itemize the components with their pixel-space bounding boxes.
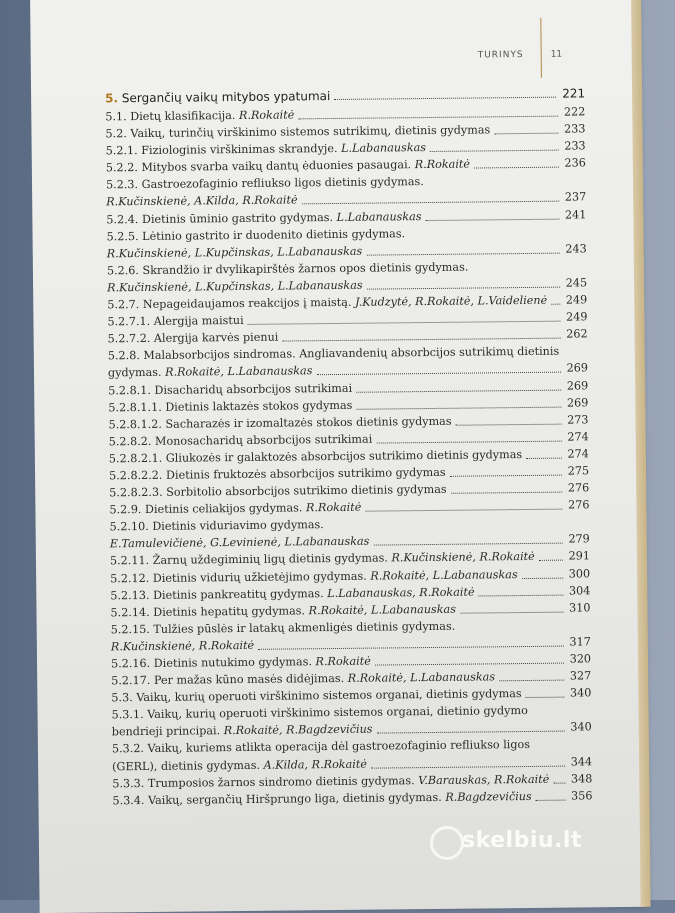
book-page	[30, 0, 645, 913]
toc-entry-authors: J.Kudzytė, R.Rokaitė, L.Vaidelienė	[355, 294, 547, 309]
leader-dots	[334, 97, 556, 100]
toc-entry-page: 249	[566, 291, 588, 308]
toc-entry-page: 262	[566, 326, 588, 343]
toc-entry-title: 5.2.2. Mitybos svarba vaikų dantų ėduonies pasaugai.	[106, 158, 415, 174]
leader-dots	[258, 646, 563, 650]
toc-entry-title: 5.1. Dietų klasifikacija.	[105, 109, 239, 123]
toc-entry-authors: R.Kučinskienė, L.Kupčinskas, L.Labanauskas	[107, 244, 363, 260]
leader-dots	[248, 321, 560, 325]
toc-entry-title: 5.2.8. Malabsorbcijos sindromas. Angliavandenių absorbcijos sutrikimų dietinis	[108, 345, 559, 363]
toc-entry-title: 5.2.6. Skrandžio ir dvylikapirštės žarnos opos dietinis gydymas.	[107, 260, 469, 277]
toc-entry-authors: R.Rokaitė	[306, 501, 361, 515]
toc-entry-page: 269	[567, 394, 589, 411]
leader-dots	[283, 338, 561, 342]
toc-entry-authors: R.Kučinskienė, A.Kilda, R.Rokaitė	[106, 194, 298, 209]
toc-entry-authors: R.Rokaitė	[239, 108, 294, 122]
toc-entry-authors: L.Labanauskas, R.Rokaitė	[327, 585, 474, 600]
toc-entry-title: bendrieji principai.	[112, 725, 224, 739]
toc-entry-title: 5.2.8.2.2. Dietinis fruktozės absorbcijos sutrikimo gydymas	[109, 466, 446, 483]
chapter-number: 5.	[105, 91, 118, 105]
toc-entry-title: 5.2.8.2.1. Gliukozės ir galaktozės absorbcijos sutrikimo dietinis gydymas	[109, 448, 522, 465]
toc-entry	[112, 787, 592, 809]
toc-entry-title: 5.2.8.2. Monosacharidų absorbcijos sutrikimai	[109, 432, 373, 448]
toc-entry-page: 273	[567, 411, 589, 428]
leader-dots	[377, 731, 565, 734]
leader-dots	[451, 492, 562, 494]
leader-dots	[371, 765, 565, 768]
toc-entry-authors: R.Rokaitė, R.Bagdzevičius	[224, 723, 373, 738]
toc-entry-authors: R.Rokaitė, L.Labanauskas	[370, 568, 517, 583]
toc-entry-authors: R.Kučinskienė, R.Rokaitė	[111, 639, 254, 653]
toc-entry-title: 5.2.12. Dietinis vidurių užkietėjimo gydymas.	[110, 569, 370, 585]
toc-entry-title: 5.2.7. Nepageidaujamos reakcijos į maistą.	[107, 296, 355, 312]
running-header-page-number: 11	[551, 50, 563, 60]
toc-entry-page: 291	[568, 548, 590, 565]
toc-entry-page: 222	[564, 103, 586, 120]
leader-dots	[450, 475, 562, 477]
leader-dots	[479, 594, 563, 596]
toc-entry-page: 317	[569, 633, 591, 650]
toc-entry-title: 5.2.9. Dietinis celiakijos gydymas.	[109, 501, 306, 516]
toc-entry-page: 340	[570, 685, 592, 702]
leader-dots	[302, 201, 559, 205]
chapter-title: Sergančių vaikų mitybos ypatumai	[122, 89, 331, 105]
toc-entry-page: 274	[567, 445, 589, 462]
toc-entry-page: 276	[568, 496, 590, 513]
toc-entry-title: (GERL), dietinis gydymas.	[112, 758, 264, 773]
toc-entry-page: 233	[564, 120, 586, 137]
toc-entry-page: 249	[566, 308, 588, 325]
toc-entry-page: 245	[566, 274, 588, 291]
toc-entry-authors: E.Tamulevičienė, G.Levinienė, L.Labanauskas	[110, 535, 370, 551]
toc-entry-authors: R.Bagdzevičius	[445, 790, 532, 804]
leader-dots	[551, 304, 560, 305]
leader-dots	[426, 218, 559, 220]
toc-entry-title: 5.2. Vaikų, turinčių virškinimo sistemos sutrikimų, dietinis gydymas	[105, 123, 490, 140]
chapter-page: 221	[562, 84, 585, 103]
toc-entry-title: 5.2.10. Dietinis viduriavimo gydymas.	[110, 518, 324, 533]
toc-entry-authors: R.Rokaitė, L.Labanauskas	[348, 670, 495, 685]
toc-entry-page: 348	[571, 770, 593, 787]
toc-entry-page: 236	[564, 155, 586, 172]
toc-entry-title: 5.3.1. Vaikų, kurių operuoti virškinimo sistemos organai, dietinio gydymo	[112, 704, 528, 721]
toc-entry-page: 276	[568, 479, 590, 496]
leader-dots	[366, 252, 559, 255]
toc-entry-title: 5.2.7.2. Alergija karvės pienui	[108, 331, 279, 346]
toc-entry-title: 5.2.7.1. Alergija maistui	[107, 314, 243, 328]
leader-dots	[375, 663, 564, 666]
toc-entry-title: 5.2.4. Dietinis ūminio gastrito gydymas.	[106, 211, 336, 226]
toc-entry-title: 5.2.14. Dietinis hepatitų gydymas.	[110, 604, 308, 619]
toc-entry-authors: L.Labanauskas	[341, 141, 426, 155]
toc-entry-page: 344	[571, 753, 593, 770]
toc-entry-page: 269	[567, 360, 589, 377]
leader-dots	[456, 423, 561, 425]
toc-entry-title: gydymas.	[108, 366, 165, 380]
leader-dots	[522, 577, 563, 578]
leader-dots	[474, 167, 558, 169]
toc-entry-page: 356	[571, 787, 593, 804]
toc-entry-title: 5.2.15. Tulžies pūslės ir latakų akmenligės dietinis gydymas.	[111, 620, 456, 637]
leader-dots	[374, 543, 563, 546]
toc-entry-page: 237	[565, 189, 587, 206]
toc-entry-page: 300	[569, 565, 591, 582]
leader-dots	[317, 372, 561, 376]
toc-entry-page: 275	[568, 462, 590, 479]
toc-entry-title: 5.3. Vaikų, kurių operuoti virškinimo sistemos organai, dietinis gydymas	[111, 687, 521, 704]
leader-dots	[499, 680, 564, 682]
toc-entry-authors: R.Rokaitė, L.Labanauskas	[165, 365, 312, 380]
toc-entry-title: 5.2.5. Lėtinio gastrito ir duodenito dietinis gydymas.	[107, 227, 406, 243]
toc-entry-title: 5.2.8.1. Disacharidų absorbcijos sutrikimai	[108, 381, 352, 397]
toc-entry-title: 5.2.11. Žarnų uždegiminių ligų dietinis gydymas.	[110, 552, 392, 568]
toc-entry-authors: L.Labanauskas	[337, 210, 422, 224]
leader-dots	[494, 133, 558, 135]
toc-entry-title: 5.2.1. Fiziologinis virškinimas skrandyje.	[106, 142, 342, 157]
leader-dots	[460, 611, 563, 613]
toc-entry-title: 5.2.13. Dietinis pankreatitų gydymas.	[110, 587, 327, 602]
leader-dots	[365, 509, 562, 512]
toc-entry-authors: R.Rokaitė, L.Labanauskas	[309, 602, 456, 617]
leader-dots	[553, 782, 564, 783]
header-divider	[540, 18, 542, 78]
toc-entry-authors: R.Kučinskienė, L.Kupčinskas, L.Labanauskas	[107, 279, 363, 295]
leader-dots	[539, 560, 563, 561]
watermark: skelbiu.lt	[462, 828, 582, 853]
toc-entry-title: 5.2.8.1.2. Sacharazės ir izomaltazės stokos dietinis gydymas	[108, 414, 451, 431]
leader-dots	[526, 697, 564, 698]
toc-entry-title: 5.3.2. Vaikų, kuriems atlikta operacija dėl gastroezofaginio refliukso ligos	[112, 738, 530, 755]
toc-entry-page: 279	[568, 531, 590, 548]
toc-entry-title: 5.2.8.1.1. Dietinis laktazės stokos gydymas	[108, 398, 352, 414]
toc-entry-page: 241	[565, 206, 587, 223]
toc-entry-authors: A.Kilda, R.Rokaitė	[263, 757, 367, 771]
toc-entry-page: 304	[569, 582, 591, 599]
toc-entry-page: 310	[569, 599, 591, 616]
leader-dots	[526, 458, 561, 459]
toc-entry-page: 269	[567, 377, 589, 394]
running-header-section: TURINYS	[478, 50, 524, 60]
leader-dots	[298, 116, 557, 120]
skelbiu-logo-icon	[430, 826, 464, 860]
leader-dots	[356, 389, 561, 392]
leader-dots	[376, 440, 561, 443]
leader-dots	[367, 287, 560, 290]
toc-entry-authors: R.Kučinskienė, R.Rokaitė	[391, 550, 534, 564]
leader-dots	[430, 150, 558, 152]
toc-entry-title: 5.2.16. Dietinis nutukimo gydymas.	[111, 655, 316, 670]
toc-entry-page: 340	[570, 719, 592, 736]
toc-entry-authors: R.Rokaitė	[415, 158, 470, 172]
toc-entry-page: 274	[567, 428, 589, 445]
toc-entry-page: 233	[564, 138, 586, 155]
toc-entry-page: 243	[565, 240, 587, 257]
toc-entry-page: 327	[570, 667, 592, 684]
toc-entry-title: 5.3.4. Vaikų, sergančių Hiršprungo liga, dietinis gydymas.	[112, 791, 445, 807]
table-of-contents	[105, 84, 593, 809]
toc-entry-title: 5.2.3. Gastroezofaginio refliukso ligos dietinis gydymas.	[106, 175, 424, 191]
toc-entry-title: 5.2.17. Per mažas kūno masės didėjimas.	[111, 672, 348, 687]
toc-entry-title: 5.3.3. Trumposios žarnos sindromo dietinis gydymas.	[112, 774, 418, 790]
leader-dots	[536, 799, 565, 800]
toc-entry-authors: R.Rokaitė	[315, 655, 370, 669]
toc-entry-authors: V.Barauskas, R.Rokaitė	[418, 772, 549, 786]
toc-entry-page: 320	[570, 650, 592, 667]
toc-entry-title: 5.2.8.2.3. Sorbitolio absorbcijos sutrikimo dietinis gydymas	[109, 483, 447, 500]
leader-dots	[357, 406, 561, 409]
